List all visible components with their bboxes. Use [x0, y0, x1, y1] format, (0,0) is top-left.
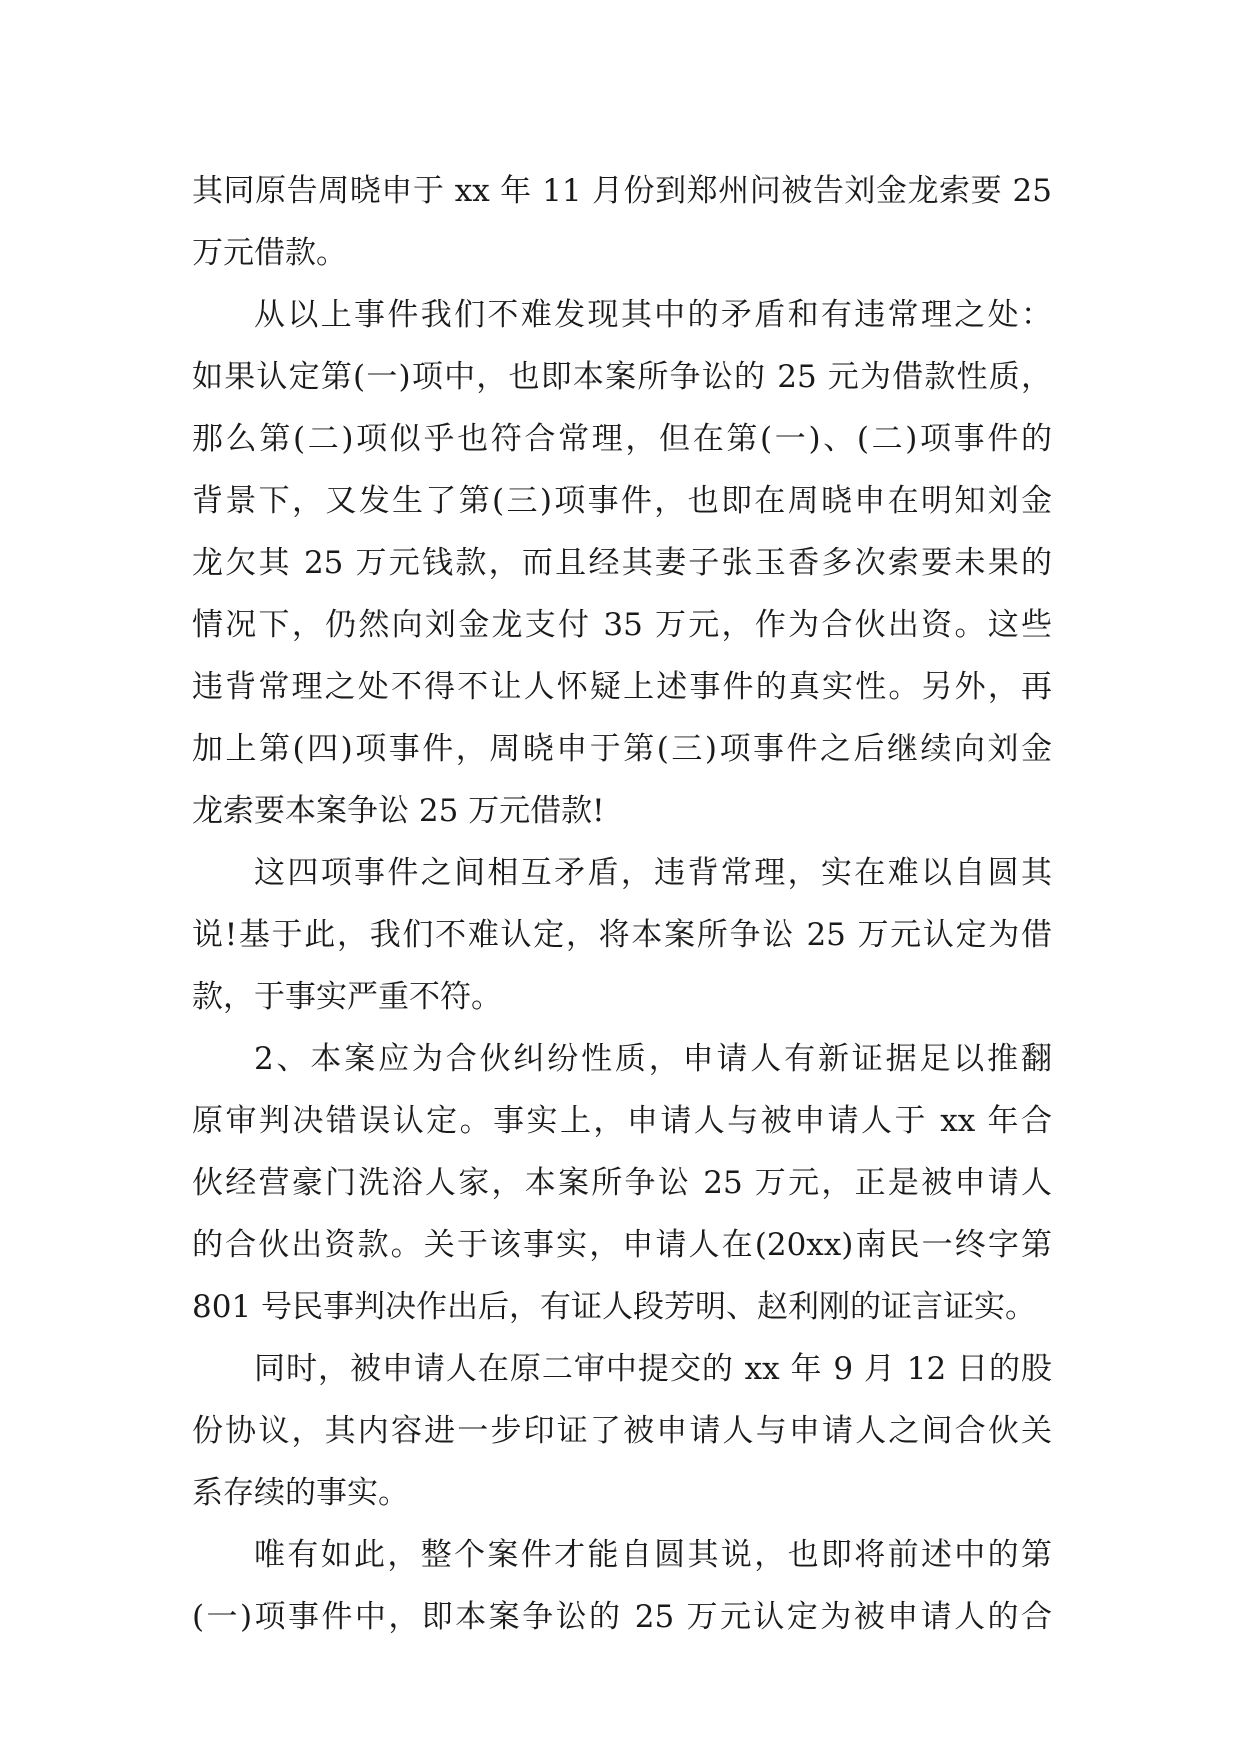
text-line: 其同原告周晓申于 xx 年 11 月份到郑州问被告刘金龙索要 25	[192, 173, 1052, 209]
document-body	[192, 160, 1052, 1648]
text-line: 伙经营豪门洗浴人家，本案所争讼 25 万元，正是被申请人	[192, 1165, 1052, 1201]
text-line: 如果认定第(一)项中，也即本案所争讼的 25 元为借款性质，	[192, 359, 1052, 395]
text-line: 唯有如此，整个案件才能自圆其说，也即将前述中的第	[254, 1537, 1052, 1573]
text-line: 龙欠其 25 万元钱款，而且经其妻子张玉香多次索要未果的	[192, 545, 1052, 581]
text-line: 款，于事实严重不符。	[192, 979, 502, 1015]
text-line: 这四项事件之间相互矛盾，违背常理，实在难以自圆其	[254, 855, 1052, 891]
paragraph-share-agreement	[192, 1338, 1052, 1524]
paragraph-conclusion	[192, 842, 1052, 1028]
text-line: 加上第(四)项事件，周晓申于第(三)项事件之后继续向刘金	[192, 731, 1052, 767]
text-line: 从以上事件我们不难发现其中的矛盾和有违常理之处：	[254, 297, 1052, 333]
text-line: 同时，被申请人在原二审中提交的 xx 年 9 月 12 日的股	[254, 1351, 1052, 1387]
text-line: 801 号民事判决作出后，有证人段芳明、赵利刚的证言证实。	[192, 1289, 1037, 1325]
text-line: 龙索要本案争讼 25 万元借款!	[192, 793, 605, 829]
text-line: 违背常理之处不得不让人怀疑上述事件的真实性。另外，再	[192, 669, 1052, 705]
text-line: 情况下，仍然向刘金龙支付 35 万元，作为合伙出资。这些	[192, 607, 1052, 643]
text-line: 份协议，其内容进一步印证了被申请人与申请人之间合伙关	[192, 1413, 1052, 1449]
paragraph-only-thus	[192, 1524, 1052, 1648]
paragraph-contradictions	[192, 284, 1052, 842]
text-line: 万元借款。	[192, 235, 347, 271]
text-line: 2、本案应为合伙纠纷性质，申请人有新证据足以推翻	[254, 1041, 1052, 1077]
paragraph-point-2	[192, 1028, 1052, 1338]
text-line: 说!基于此，我们不难认定，将本案所争讼 25 万元认定为借	[192, 917, 1052, 953]
text-line: 那么第(二)项似乎也符合常理，但在第(一)、(二)项事件的	[192, 421, 1052, 457]
text-line: 系存续的事实。	[192, 1475, 409, 1511]
paragraph-continuation	[192, 160, 1052, 284]
text-line: 背景下，又发生了第(三)项事件，也即在周晓申在明知刘金	[192, 483, 1052, 519]
text-line: (一)项事件中，即本案争讼的 25 万元认定为被申请人的合	[192, 1599, 1052, 1635]
text-line: 的合伙出资款。关于该事实，申请人在(20xx)南民一终字第	[192, 1227, 1052, 1263]
text-line: 原审判决错误认定。事实上，申请人与被申请人于 xx 年合	[192, 1103, 1052, 1139]
